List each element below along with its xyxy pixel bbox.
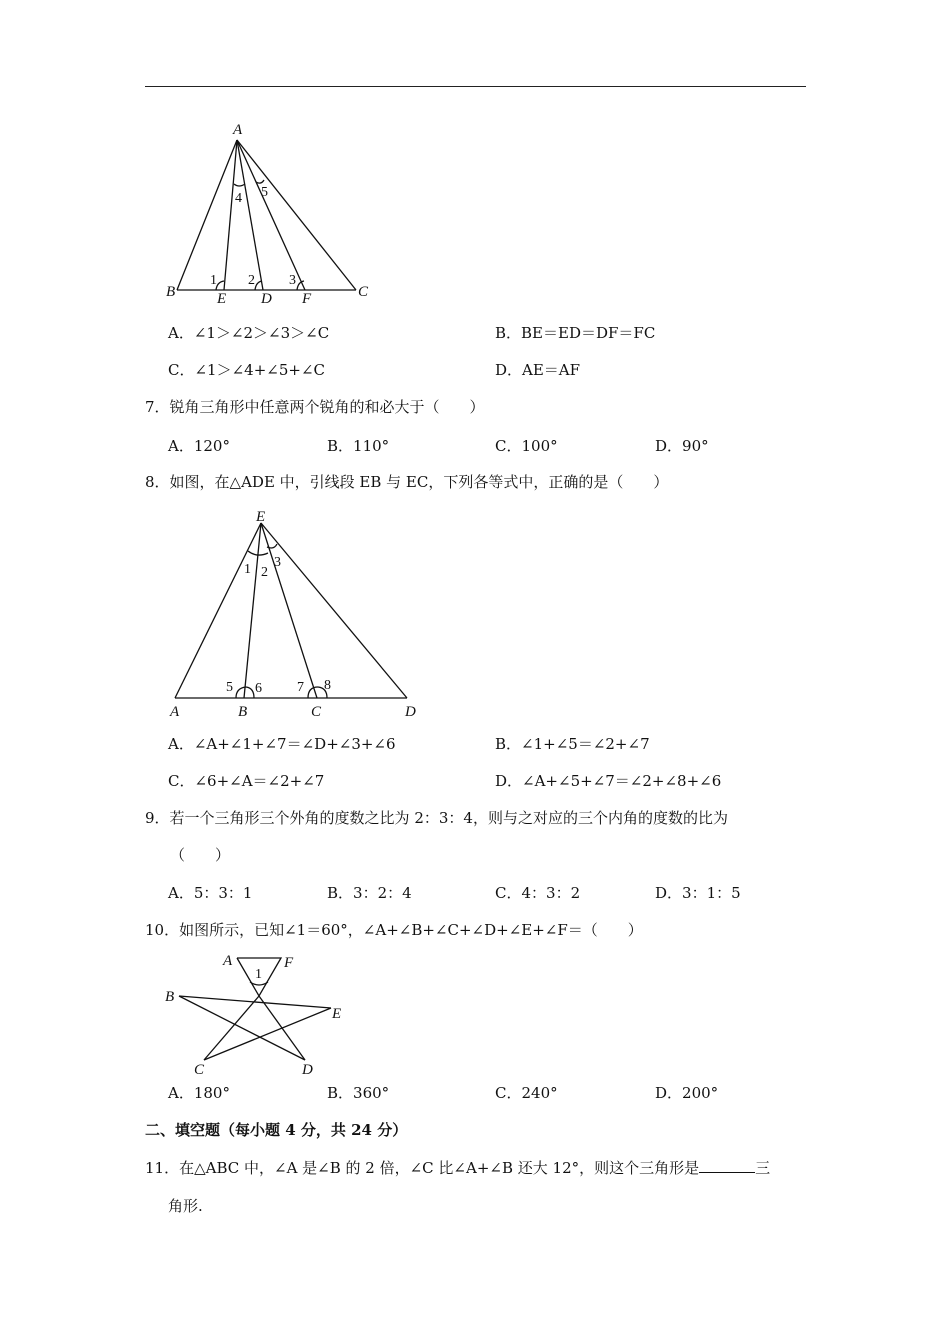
q10-label-1: 1 xyxy=(255,967,262,982)
q8-label-b: B xyxy=(238,704,248,720)
q10-segment-be xyxy=(179,996,331,1008)
q10-label-a: A xyxy=(223,953,233,969)
q11-stem-after: 三 xyxy=(755,1159,771,1177)
q10-option-d: D．200° xyxy=(655,1084,719,1102)
q10-label-e: E xyxy=(332,1006,342,1022)
q11-answer-blank[interactable] xyxy=(699,1158,755,1173)
q8-stem: 8．如图，在△ADE 中，引线段 EB 与 EC，下列各等式中，正确的是（ ） xyxy=(145,473,669,491)
q6-figure xyxy=(160,118,380,308)
q8-option-d: D．∠A+∠5+∠7＝∠2+∠8+∠6 xyxy=(495,772,722,790)
q7-option-d: D．90° xyxy=(655,437,709,455)
q10-segment-ce xyxy=(204,1008,331,1060)
q8-label-a: A xyxy=(170,704,180,720)
q8-option-b: B．∠1+∠5＝∠2+∠7 xyxy=(495,735,650,753)
q9-option-d: D．3：1：5 xyxy=(655,884,741,902)
q6-angle2-arc xyxy=(255,281,262,290)
q6-angle5-arc xyxy=(256,180,264,183)
q7-option-a: A．120° xyxy=(168,437,230,455)
q6-angle4-arc xyxy=(234,184,245,186)
q9-option-b: B．3：2：4 xyxy=(327,884,412,902)
q7-option-b: B．110° xyxy=(327,437,390,455)
q8-segment-ea xyxy=(175,523,261,698)
q6-label-d: D xyxy=(261,291,272,307)
q6-segment-ac xyxy=(237,140,356,290)
q6-option-d: D．AE＝AF xyxy=(495,361,581,379)
q8-label-c: C xyxy=(311,704,322,720)
q10-option-b: B．360° xyxy=(327,1084,390,1102)
q8-segment-ec xyxy=(261,523,317,698)
q6-option-a: A．∠1＞∠2＞∠3＞∠C xyxy=(168,324,330,342)
q6-label-e: E xyxy=(217,291,227,307)
q6-segment-ad xyxy=(237,140,263,290)
q6-option-c: C．∠1＞∠4+∠5+∠C xyxy=(168,361,325,379)
q7-stem: 7．锐角三角形中任意两个锐角的和必大于（ ） xyxy=(145,398,485,416)
q6-label-1: 1 xyxy=(210,273,217,288)
q6-segment-ae xyxy=(224,140,237,290)
q8-label-6: 6 xyxy=(255,681,262,696)
q9-option-a: A．5：3：1 xyxy=(168,884,253,902)
q6-label-b: B xyxy=(166,284,176,300)
q6-segment-af xyxy=(237,140,305,290)
section-heading-fill-in: 二、填空题（每小题 4 分，共 24 分） xyxy=(145,1121,408,1139)
q10-label-b: B xyxy=(165,989,175,1005)
q10-segment-fc xyxy=(204,996,259,1060)
q8-option-a: A．∠A+∠1+∠7＝∠D+∠3+∠6 xyxy=(168,735,396,753)
q10-label-c: C xyxy=(194,1062,205,1078)
q9-option-c: C．4：3：2 xyxy=(495,884,581,902)
q6-option-b: B．BE＝ED＝DF＝FC xyxy=(495,324,656,342)
q8-segment-ed xyxy=(261,523,407,698)
q8-label-e: E xyxy=(256,509,266,525)
q11-stem xyxy=(145,1158,770,1178)
q10-stem: 10．如图所示，已知∠1＝60°，∠A+∠B+∠C+∠D+∠E+∠F＝（ ） xyxy=(145,921,643,939)
q8-label-5: 5 xyxy=(226,680,233,695)
q8-label-8: 8 xyxy=(324,678,331,693)
q8-label-3: 3 xyxy=(274,555,281,570)
q9-stem-cont: （ ） xyxy=(170,846,231,864)
q6-label-f: F xyxy=(302,291,312,307)
q8-figure xyxy=(160,505,435,720)
q8-label-1: 1 xyxy=(244,562,251,577)
q8-label-2: 2 xyxy=(261,565,268,580)
q8-segment-eb xyxy=(244,523,261,698)
q10-option-c: C．240° xyxy=(495,1084,558,1102)
header-rule xyxy=(145,86,806,87)
q10-label-f: F xyxy=(284,955,294,971)
q10-segment-bd xyxy=(179,996,305,1060)
q8-label-d: D xyxy=(405,704,416,720)
q6-label-4: 4 xyxy=(235,191,242,206)
q8-label-7: 7 xyxy=(297,680,304,695)
q6-angle1-arc xyxy=(216,281,224,290)
q6-label-5: 5 xyxy=(261,185,268,200)
q6-segment-ab xyxy=(177,140,237,290)
q11-stem-before: 11．在△ABC 中，∠A 是∠B 的 2 倍，∠C 比∠A+∠B 还大 12°，则这个三角形是 xyxy=(145,1159,700,1177)
q8-angle6-arc xyxy=(246,687,254,698)
q6-label-a: A xyxy=(233,122,243,138)
q9-stem: 9．若一个三角形三个外角的度数之比为 2：3：4，则与之对应的三个内角的度数的比为 xyxy=(145,809,728,827)
q10-figure xyxy=(160,948,355,1076)
q6-label-3: 3 xyxy=(289,273,296,288)
q10-option-a: A．180° xyxy=(168,1084,230,1102)
q11-stem-cont: 角形. xyxy=(168,1197,203,1215)
q7-option-c: C．100° xyxy=(495,437,558,455)
q6-label-2: 2 xyxy=(248,273,255,288)
q6-label-c: C xyxy=(358,284,369,300)
q8-option-c: C．∠6+∠A＝∠2+∠7 xyxy=(168,772,325,790)
q10-label-d: D xyxy=(302,1062,313,1078)
